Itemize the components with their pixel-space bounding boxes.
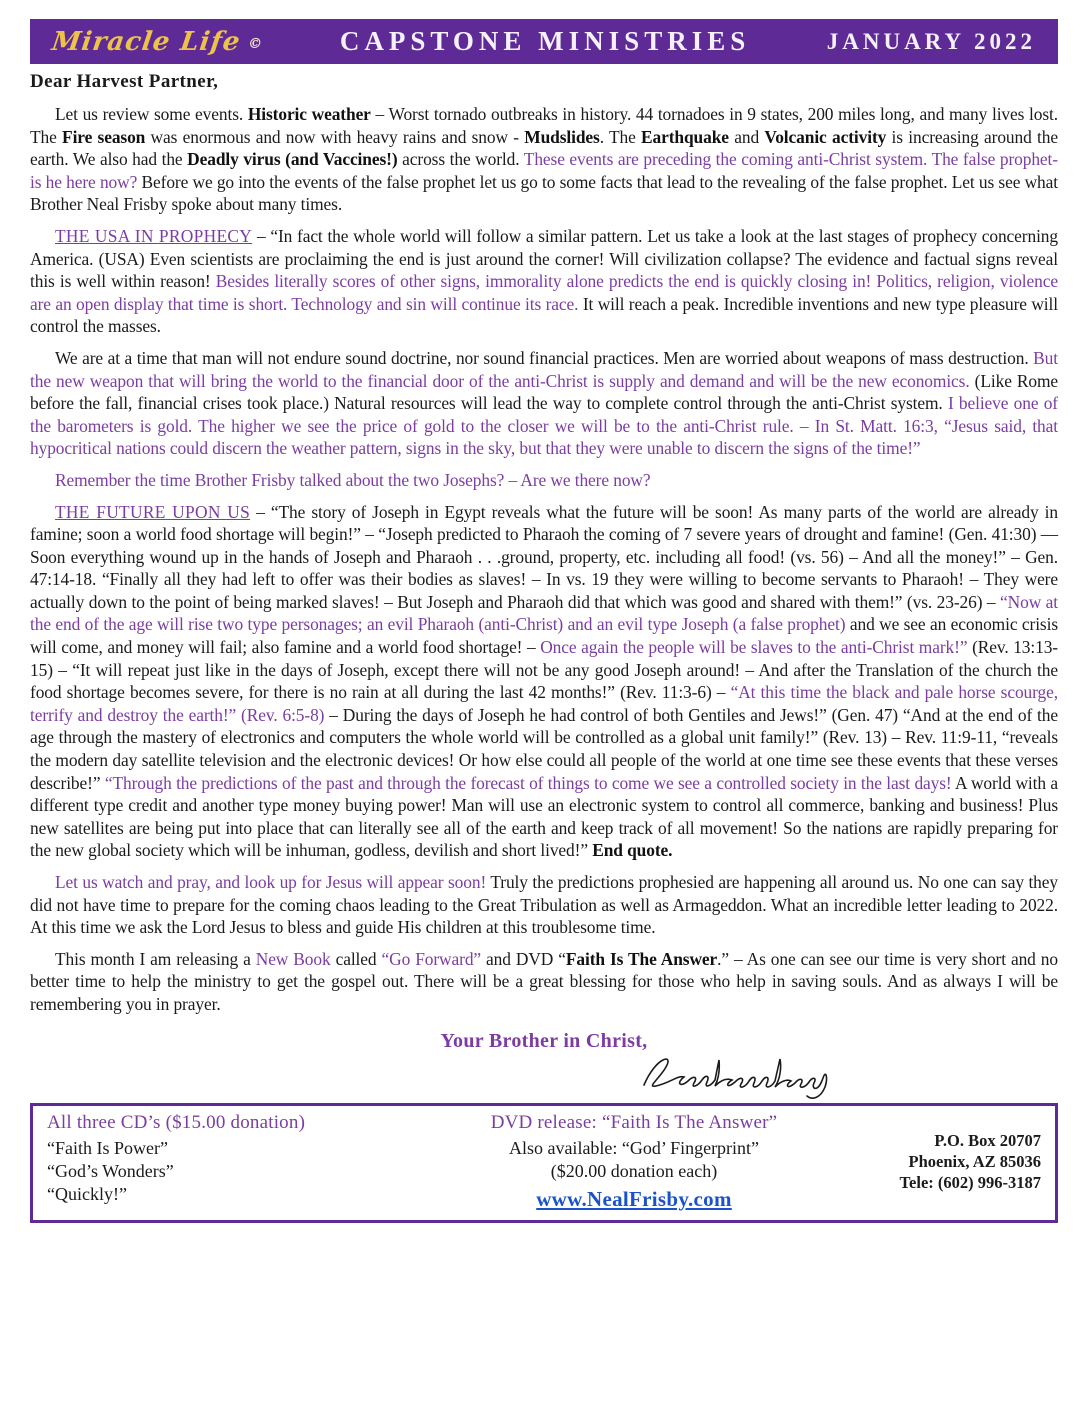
text-run: Historic weather xyxy=(247,104,371,124)
text-run: THE USA IN PROPHECY xyxy=(55,225,253,246)
address-column xyxy=(821,1112,1041,1212)
miracle-life-logo xyxy=(50,27,266,57)
text-run: Volcanic activity xyxy=(764,126,887,147)
text-run: Besides literally scores of other signs, immorality alone predicts the end is quickly closing in! Politics, religion, violence are an open display that time is short. Technology and sin will continue its race. xyxy=(30,271,1058,314)
cd-offer-column xyxy=(47,1112,447,1212)
salutation: Dear Harvest Partner, xyxy=(30,71,219,92)
text-run: Earthquake xyxy=(641,126,729,147)
paragraph xyxy=(30,871,1058,939)
text-run: and DVD “ xyxy=(481,948,566,969)
text-run: (Rev. 13:13-15) – “It will repeat just like in the days of Joseph, except there will not be any good Joseph around! – And after the Translation of the church the food shortage becomes severe, for there is no rain at all during the last 42 months!” (Rev. 11:3-6) – xyxy=(30,637,1059,703)
closing-line: Your Brother in Christ, xyxy=(440,1029,648,1052)
paragraph xyxy=(30,225,1058,338)
address-line-1: P.O. Box 20707 xyxy=(934,1131,1041,1151)
text-run: is increasing around the earth. We also had the xyxy=(30,126,1058,170)
text-run: Let us review some events. xyxy=(55,104,248,124)
text-run: Faith Is The Answer xyxy=(565,948,718,969)
text-run: These events are preceding the coming anti-Christ system. The false prophet- is he here now? xyxy=(30,149,1058,192)
website-link[interactable]: www.NealFrisby.com xyxy=(536,1186,732,1211)
text-run: It will reach a peak. Incredible inventions and new type pleasure will control the masses. xyxy=(30,293,1058,337)
text-run: – “In fact the whole world will follow a similar pattern. Let us take a look at the last stages of prophecy concerning America. (USA) Even scientists are proclaiming the end is just around the corner! Will civilization collapse? The evidence and factual signs reveal this is well within reason! xyxy=(30,225,1058,292)
paragraph xyxy=(30,103,1058,216)
dvd-donation: ($20.00 donation each) xyxy=(550,1160,718,1181)
text-run: – During the days of Joseph he had control of both Gentiles and Jews!” (Gen. 47) “And at the end of the age through the mastery of electronics and computers the whole world will be controlled as a global unit family!” (Rev. 13) – Rev. 11:9-11, “reveals the modern day satellite television and the electronic devices! Or how else could all people of the world at one time see these events that these verses describe!” xyxy=(30,704,1058,793)
issue-date: JANUARY 2022 xyxy=(826,28,1036,54)
dvd-release-heading: DVD release: “Faith Is The Answer” xyxy=(490,1111,778,1133)
dvd-offer-column xyxy=(447,1112,821,1212)
paragraph xyxy=(30,501,1058,863)
signature-script-icon xyxy=(630,1047,890,1099)
text-run: “Through the predictions of the past and through the forecast of things to come we see a controlled society in the last days! xyxy=(104,772,952,793)
text-run: THE FUTURE UPON US xyxy=(55,501,251,522)
page-title: CAPSTONE MINISTRIES xyxy=(339,26,751,56)
paragraph xyxy=(30,948,1058,1016)
paragraph xyxy=(30,469,1058,492)
address-line-2: Phoenix, AZ 85036 xyxy=(908,1152,1041,1172)
text-run: – “The story of Joseph in Egypt reveals what the future will be soon! As many parts of the world are already in famine; soon a world food shortage will begin!” – “Joseph predicted to Pharaoh the coming of 7 severe years of drought and famine! (Gen. 41:30) ––Soon everything wound up in the hands of Joseph and Pharaoh . . .ground, property, etc. including all food! (vs. 56) – And all the money!” – Gen. 47:14-18. “Finally all they had left to offer was their bodies as slaves! – In vs. 19 they were willing to become servants to Pharaoh! – They were actually down to the point of being marked slaves! – But Joseph and Pharaoh did that which was good and shared with them!” (vs. 23-26) – xyxy=(30,501,1058,612)
text-run: End quote. xyxy=(592,840,673,861)
letter-body xyxy=(30,103,1058,1016)
text-run: – Worst tornado outbreaks in history. 44 tornadoes in 9 states, 200 miles long, and many lives lost. The xyxy=(30,104,1058,147)
cd-title-1: “Faith Is Power” xyxy=(47,1137,168,1158)
address-line-3: Tele: (602) 996-3187 xyxy=(899,1173,1041,1193)
text-run: Mudslides xyxy=(524,126,600,147)
paragraph xyxy=(30,347,1058,460)
text-run: I believe one of the barometers is gold. The higher we see the price of gold to the closer we will be to the anti-Christ rule. – In St. Matt. 16:3, “Jesus said, that hypocritical nations could discern the weather pattern, signs in the sky, but that they were unable to discern the signs of the time!” xyxy=(30,393,1059,459)
cd-offer-heading: All three CD’s ($15.00 donation) xyxy=(47,1111,306,1133)
text-run: New Book xyxy=(255,948,331,969)
text-run: Before we go into the events of the false prophet let us go to some facts that lead to the revealing of the false prophet. Let us see what Brother Neal Frisby spoke about many times. xyxy=(30,171,1058,215)
text-run: (Like Rome before the fall, financial crises took place.) Natural resources will lead the way to complete control through the anti-Christ system. xyxy=(30,370,1059,414)
text-run: But the new weapon that will bring the world to the financial door of the anti-Christ is supply and demand and will be the new economics. xyxy=(30,347,1058,391)
text-run: called xyxy=(330,948,382,969)
text-run: was enormous and now with heavy rains and snow - xyxy=(145,126,525,147)
text-run: .” – As one can see our time is very short and no better time to help the ministry to get the gospel out. There will be a great blessing for those who help in saving souls. And as always I will be remembering you in prayer. xyxy=(30,948,1058,1014)
text-run: and xyxy=(728,126,765,147)
signature xyxy=(630,1047,890,1099)
text-run: Once again the people will be slaves to the anti-Christ mark!” xyxy=(540,637,968,658)
text-run: . The xyxy=(599,126,641,147)
cd-title-3: “Quickly!” xyxy=(47,1183,127,1204)
text-run: “Now at the end of the age will rise two type personages; an evil Pharaoh (anti-Christ) and an evil type Joseph (a false prophet) xyxy=(30,591,1059,635)
text-run: and we see an economic crisis will come, and money will fail; also famine and a world food shortage! – xyxy=(30,614,1059,658)
cd-title-2: “God’s Wonders” xyxy=(47,1160,174,1181)
text-run: Remember the time Brother Frisby talked about the two Josephs? – Are we there now? xyxy=(55,469,651,490)
text-run: We are at a time that man will not endure sound doctrine, nor sound financial practices. Men are worried about weapons of mass destruction. xyxy=(55,347,1034,368)
text-run: Deadly virus (and Vaccines!) xyxy=(187,149,398,170)
footer-box xyxy=(30,1103,1058,1223)
text-run: Truly the predictions prophesied are happening all around us. No one can say they did not have time to prepare for the coming chaos leading to the Great Tribulation as well as Armageddon. What an incredible letter leading to 2022. At this time we ask the Lord Jesus to bless and guide His children at this troublesome time. xyxy=(30,872,1058,938)
logo-text: Miracle Life xyxy=(49,26,243,57)
text-run: “At this time the black and pale horse scourge, terrify and destroy the earth!” (Rev. 6:5-8) xyxy=(30,682,1058,725)
text-run: across the world. xyxy=(397,149,524,170)
header-banner xyxy=(30,19,1058,64)
text-run: Fire season xyxy=(62,126,146,147)
text-run: This month I am releasing a xyxy=(55,948,256,969)
dvd-also-available: Also available: “God’ Fingerprint” xyxy=(508,1137,760,1158)
text-run: “Go Forward” xyxy=(381,948,482,969)
copyright-symbol: © xyxy=(246,35,265,52)
newsletter-page xyxy=(30,0,1058,1223)
text-run: A world with a different type credit and another type money buying power! Man will use an electronic system to control all commerce, banking and business! Plus new satellites are being put into place that can literally see all of the earth and keep track of all movement! So the nations are rapidly preparing for the new global society which will be inhuman, godless, devilish and short lived!” xyxy=(30,772,1058,861)
text-run: Let us watch and pray, and look up for Jesus will appear soon! xyxy=(55,872,487,892)
